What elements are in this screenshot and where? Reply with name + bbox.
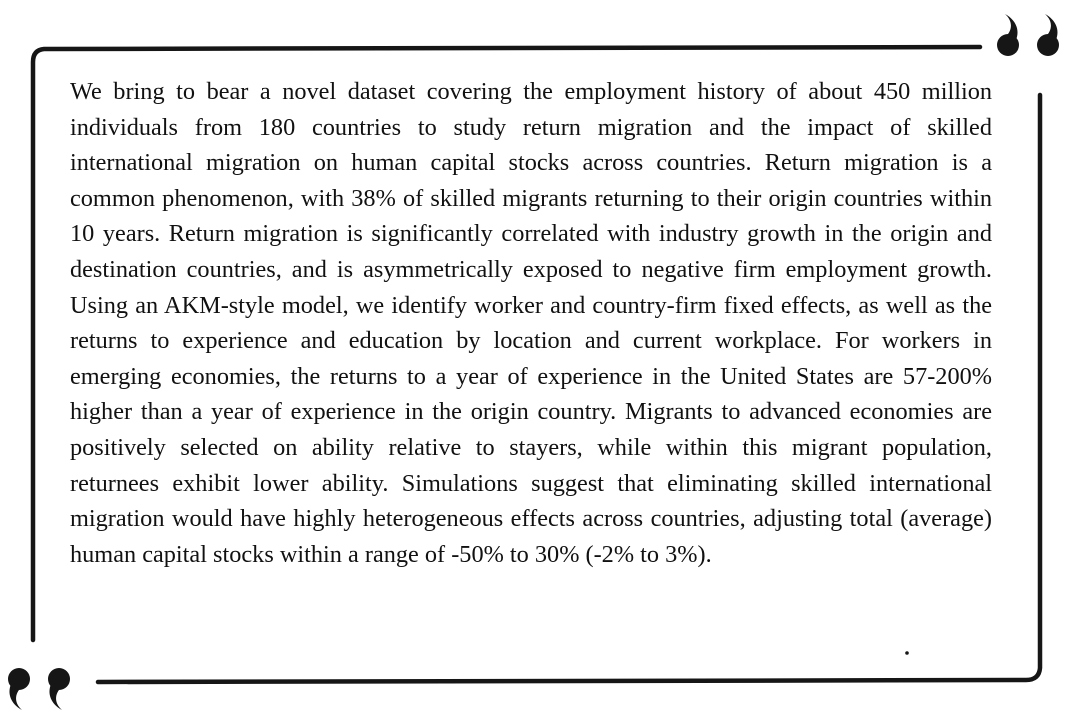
- closing-quote-icon: [997, 14, 1059, 56]
- decorative-dot: [905, 651, 909, 655]
- quote-paragraph: We bring to bear a novel dataset covering the employment history of about 450 million individuals from 180 countries to study return migration and the impact of skilled international migration on human capital stocks across countries. Return migration is a common phenomenon, with 38% of skilled migrants returning to their origin countries within 10 years. Return migration is significantly correlated with industry growth in the origin and destination countries, and is asymmetrically exposed to negative firm employment growth. Using an AKM-style model, we identify worker and country-firm fixed effects, as well as the returns to experience and education by location and current workplace. For workers in emerging economies, the returns to a year of experience in the United States are 57-200% higher than a year of experience in the origin country. Migrants to advanced economies are positively selected on ability relative to stayers, while within this migrant population, returnees exhibit lower ability. Simulations suggest that eliminating skilled international migration would have highly heterogeneous effects across countries, adjusting total (average) human capital stocks within a range of -50% to 30% (-2% to 3%).: [70, 78, 992, 568]
- opening-quote-icon: [8, 668, 70, 710]
